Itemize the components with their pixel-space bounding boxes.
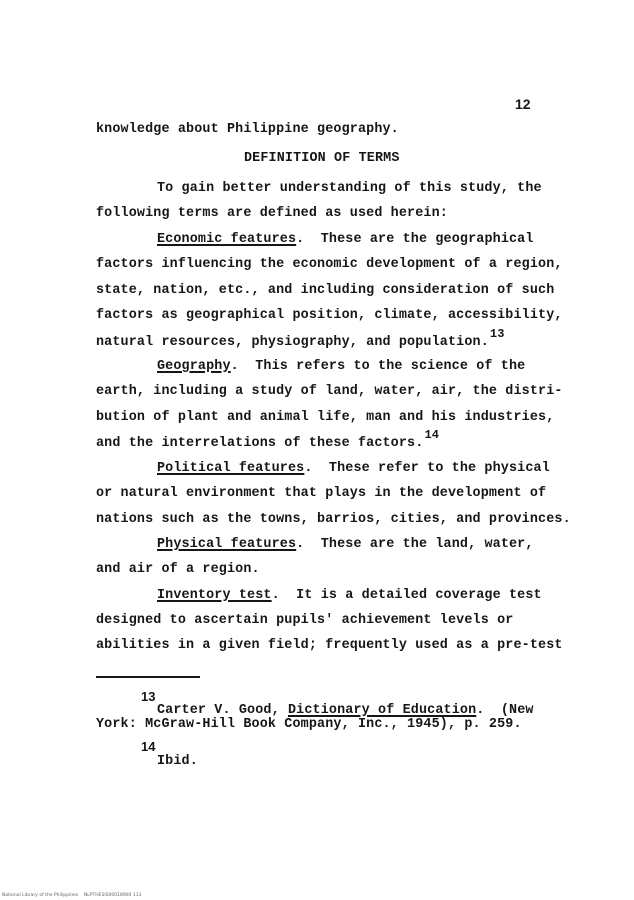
text-line-3: To gain better understanding of this study, the: [157, 181, 542, 196]
section-heading: DEFINITION OF TERMS: [244, 151, 400, 166]
term-economic-features: [157, 232, 534, 248]
term-political-features: [157, 461, 550, 477]
footnote-ref-13: 13: [489, 327, 505, 341]
footnote-14-text: Ibid.: [157, 754, 198, 769]
text-line-12: bution of plant and animal life, man and his industries,: [96, 410, 555, 425]
footnote-13-publisher-start: . (New: [476, 703, 534, 718]
text-line-9-body: natural resources, physiography, and population.: [96, 335, 489, 350]
term-label-physical: Physical features: [157, 537, 297, 552]
term-definition-start: . This refers to the science of the: [230, 359, 526, 374]
term-physical-features: [157, 537, 534, 553]
footnote-13-number: 13: [141, 689, 156, 704]
footnote-ref-14: 14: [424, 428, 440, 442]
term-label-inventory: Inventory test: [157, 588, 272, 603]
text-line-16: nations such as the towns, barrios, cities, and provinces.: [96, 512, 571, 527]
text-line-4: following terms are defined as used herein:: [96, 206, 448, 221]
term-definition-start: . These refer to the physical: [304, 461, 550, 476]
term-label-geography: Geography: [157, 359, 231, 374]
term-inventory-test: [157, 588, 542, 604]
term-definition-start: . These are the geographical: [296, 232, 534, 247]
text-line-6: factors influencing the economic development of a region,: [96, 257, 563, 272]
term-label-economic: Economic features: [157, 232, 297, 247]
text-line-20: designed to ascertain pupils' achievement levels or: [96, 613, 514, 628]
text-line-1: knowledge about Philippine geography.: [96, 122, 399, 137]
text-line-8: factors as geographical position, climate, accessibility,: [96, 308, 563, 323]
text-line-9: [96, 327, 505, 351]
archive-footer-stamp: National Library of the Philippines NLPTHESIS00018900 113: [2, 893, 142, 898]
text-line-11: earth, including a study of land, water, air, the distri-: [96, 384, 563, 399]
text-line-15: or natural environment that plays in the development of: [96, 486, 547, 501]
text-line-13: [96, 428, 440, 452]
footnote-13-author: Carter V. Good,: [157, 703, 288, 718]
footnote-13-title: Dictionary of Education: [287, 703, 477, 718]
term-definition-start: . It is a detailed coverage test: [271, 588, 542, 603]
footnote-13-line-2: York: McGraw-Hill Book Company, Inc., 1945), p. 259.: [96, 717, 522, 732]
text-line-18: and air of a region.: [96, 562, 260, 577]
term-geography: [157, 359, 525, 375]
footnote-separator: [96, 676, 200, 678]
text-line-21: abilities in a given field; frequently used as a pre-test: [96, 638, 563, 653]
term-definition-start: . These are the land, water,: [296, 537, 534, 552]
page-number: 12: [515, 96, 531, 112]
term-label-political: Political features: [157, 461, 305, 476]
text-line-7: state, nation, etc., and including consideration of such: [96, 283, 555, 298]
footnote-14-number: 14: [141, 739, 156, 754]
text-line-13-body: and the interrelations of these factors.: [96, 436, 424, 451]
